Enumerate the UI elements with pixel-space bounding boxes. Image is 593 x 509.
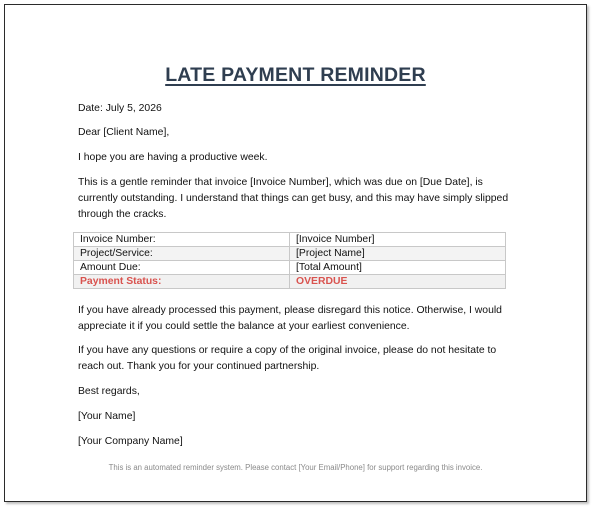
payment-status-label: Payment Status: — [74, 275, 290, 289]
table-row — [74, 261, 506, 275]
questions-paragraph — [78, 343, 518, 375]
questions-line-1: If you have any questions or require a copy of the original invoice, please do not hesitate to — [78, 345, 497, 356]
project-value: [Project Name] — [290, 247, 506, 261]
amount-due-value: [Total Amount] — [290, 261, 506, 275]
closing: Best regards, — [78, 386, 140, 397]
processed-paragraph — [78, 303, 518, 335]
payment-status-value: OVERDUE — [290, 275, 506, 289]
letter-page — [4, 4, 587, 502]
payment-status-row — [74, 275, 506, 289]
table-row — [74, 233, 506, 247]
reminder-line-1: This is a gentle reminder that invoice [Invoice Number], which was due on [Due Date], is — [78, 177, 483, 188]
reminder-line-2: currently outstanding. I understand that things can get busy, and this may have simply slipped — [78, 193, 509, 204]
questions-line-2: reach out. Thank you for your continued partnership. — [78, 361, 320, 372]
footer-note: This is an automated reminder system. Please contact [Your Email/Phone] for support regarding this invoice. — [108, 463, 483, 472]
salutation: Dear [Client Name], — [78, 127, 170, 138]
amount-due-label: Amount Due: — [74, 261, 290, 275]
document-title: LATE PAYMENT REMINDER — [165, 64, 426, 86]
reminder-line-3: through the cracks. — [78, 209, 167, 220]
reminder-paragraph — [78, 175, 518, 223]
processed-line-2: appreciate it if you could settle the balance at your earliest convenience. — [78, 321, 410, 332]
processed-line-1: If you have already processed this payment, please disregard this notice. Otherwise, I would — [78, 305, 502, 316]
date-line: Date: July 5, 2026 — [78, 103, 162, 114]
invoice-number-label: Invoice Number: — [74, 233, 290, 247]
project-label: Project/Service: — [74, 247, 290, 261]
table-row — [74, 247, 506, 261]
sender-name: [Your Name] — [78, 411, 136, 422]
sender-company: [Your Company Name] — [78, 436, 183, 447]
invoice-number-value: [Invoice Number] — [290, 233, 506, 247]
intro-paragraph: I hope you are having a productive week. — [78, 152, 268, 163]
invoice-details-table — [73, 232, 506, 289]
